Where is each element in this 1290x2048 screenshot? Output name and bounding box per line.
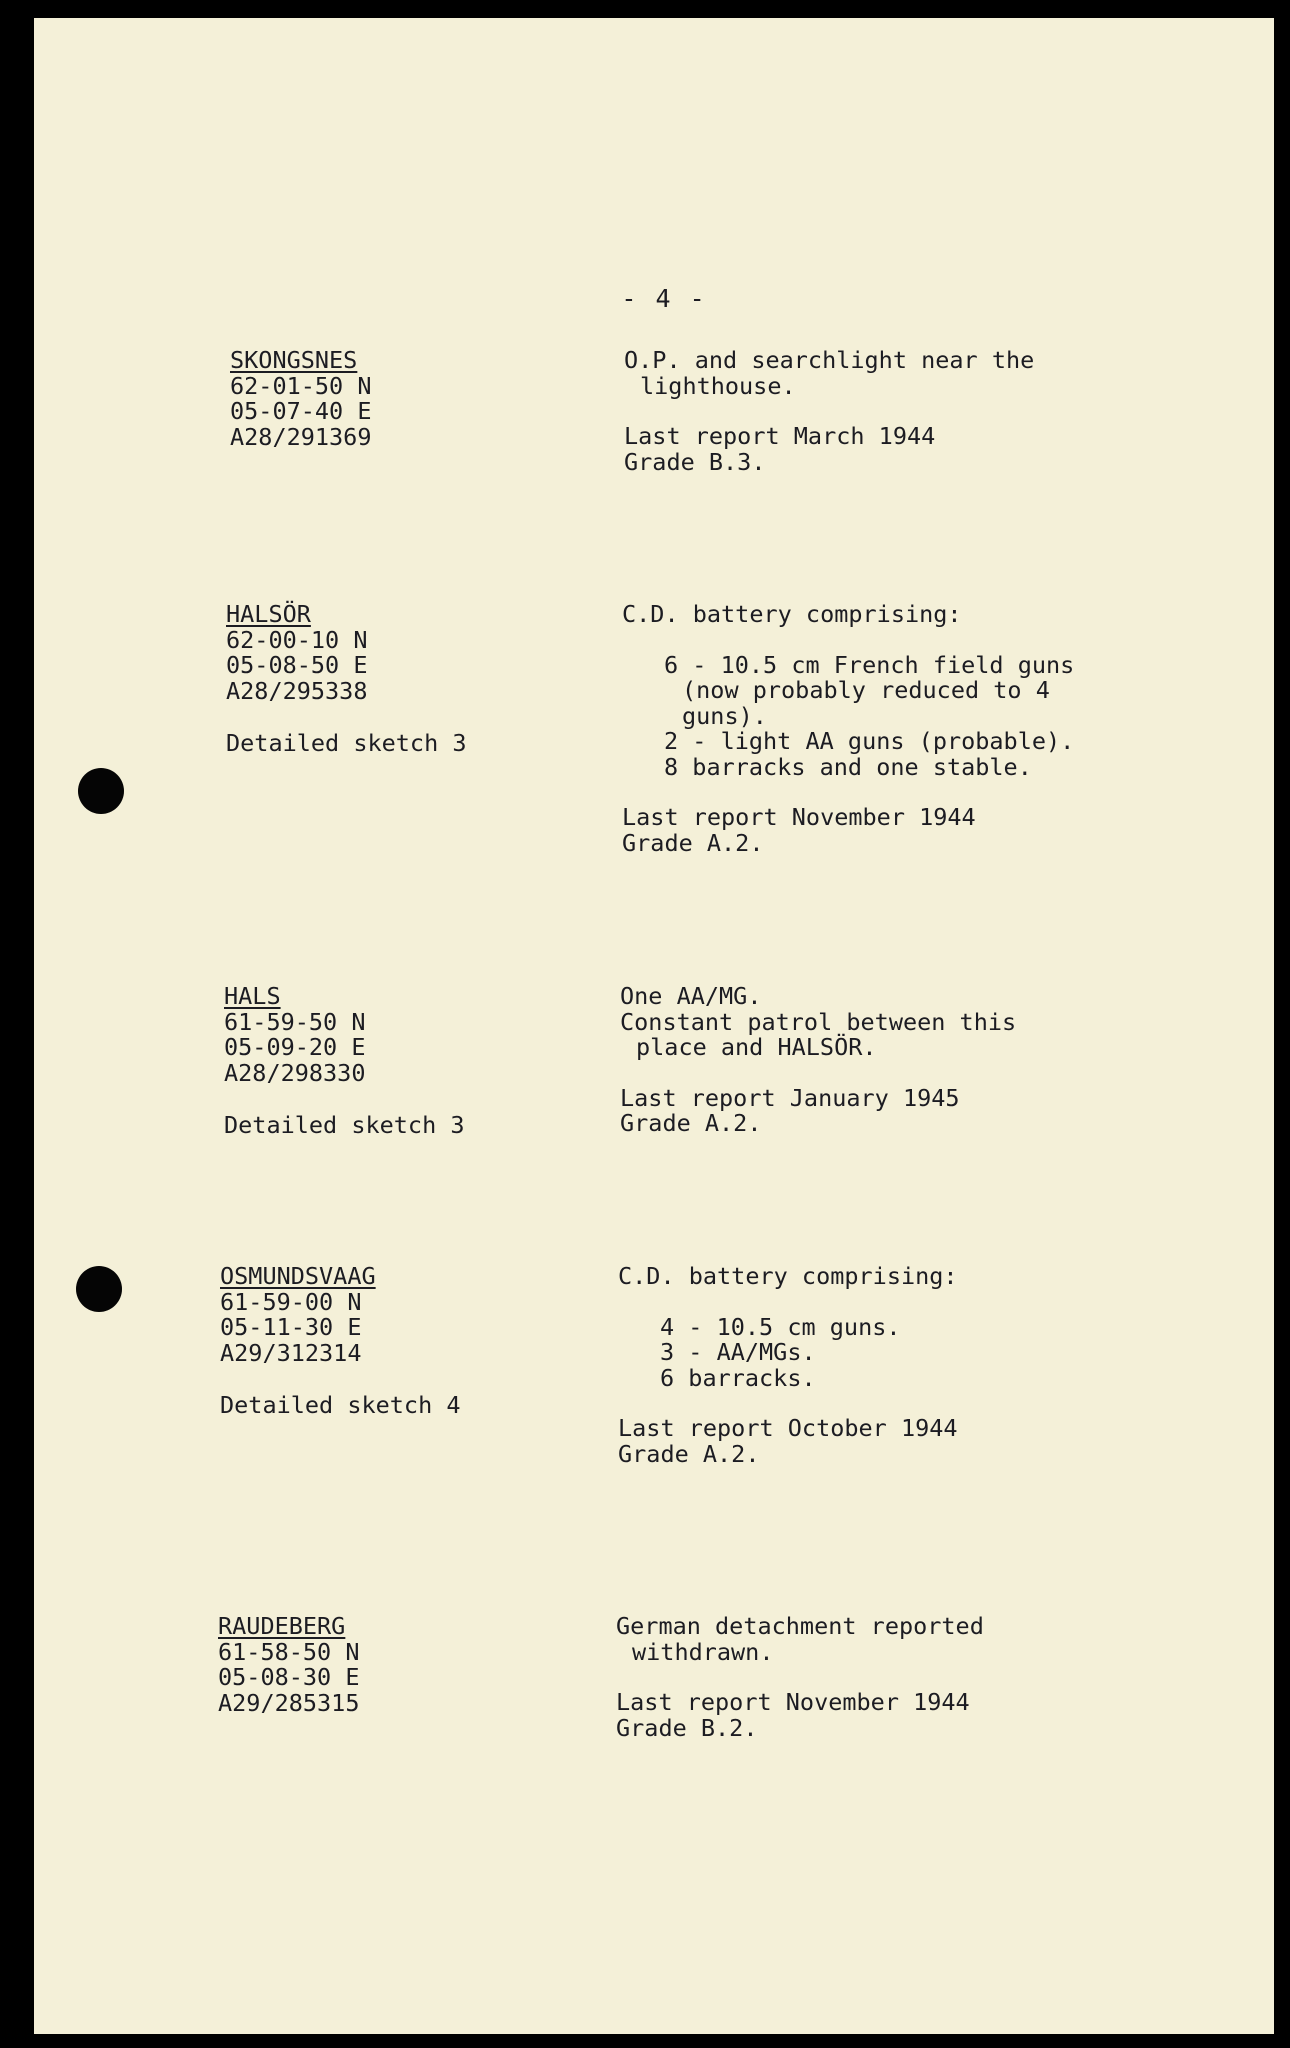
list-item: 8 barracks and one stable. bbox=[664, 752, 1032, 781]
grid-reference: A29/312314 bbox=[220, 1338, 362, 1367]
list-item: 3 - AA/MGs. bbox=[660, 1338, 816, 1366]
place-name: HALS bbox=[224, 982, 281, 1010]
grid-reference: A28/291369 bbox=[230, 422, 372, 451]
place-name: RAUDEBERG bbox=[218, 1612, 346, 1640]
location-block bbox=[220, 1264, 550, 1419]
location-block bbox=[226, 602, 556, 757]
latitude: 61-59-50 N bbox=[224, 1007, 366, 1036]
grade: Grade A.2. bbox=[618, 1439, 760, 1468]
list-item: 4 - 10.5 cm guns. bbox=[660, 1312, 901, 1341]
last-report: Last report January 1945 bbox=[620, 1083, 960, 1112]
description-line: German detachment reported bbox=[616, 1612, 984, 1640]
page-number: - 4 - bbox=[621, 284, 707, 313]
location-block bbox=[224, 984, 554, 1139]
latitude: 62-01-50 N bbox=[230, 371, 372, 400]
grade: Grade A.2. bbox=[622, 828, 764, 857]
description-line: O.P. and searchlight near the bbox=[624, 346, 1035, 374]
description-line: place and HALSÖR. bbox=[636, 1033, 877, 1061]
description-block bbox=[622, 602, 1242, 856]
latitude: 61-58-50 N bbox=[218, 1637, 360, 1666]
last-report: Last report November 1944 bbox=[616, 1688, 970, 1716]
description-line: One AA/MG. bbox=[620, 982, 762, 1010]
grid-reference: A29/285315 bbox=[218, 1688, 360, 1717]
last-report: Last report October 1944 bbox=[618, 1414, 958, 1442]
list-item: guns). bbox=[682, 701, 767, 730]
description-line: Constant patrol between this bbox=[620, 1007, 1017, 1036]
sketch-reference: Detailed sketch 3 bbox=[226, 729, 467, 757]
grade: Grade B.2. bbox=[616, 1713, 758, 1742]
description-line: C.D. battery comprising: bbox=[618, 1262, 958, 1290]
last-report: Last report March 1944 bbox=[624, 422, 936, 450]
grid-reference: A28/298330 bbox=[224, 1058, 366, 1087]
location-block bbox=[218, 1614, 548, 1716]
place-name: HALSÖR bbox=[226, 600, 311, 628]
description-line: C.D. battery comprising: bbox=[622, 600, 962, 628]
punch-hole bbox=[76, 1266, 122, 1312]
grade: Grade A.2. bbox=[620, 1109, 762, 1137]
sketch-reference: Detailed sketch 4 bbox=[220, 1391, 461, 1419]
longitude: 05-08-30 E bbox=[218, 1663, 360, 1691]
list-item: 2 - light AA guns (probable). bbox=[664, 727, 1075, 755]
latitude: 61-59-00 N bbox=[220, 1287, 362, 1316]
place-name: OSMUNDSVAAG bbox=[220, 1262, 376, 1290]
last-report: Last report November 1944 bbox=[622, 803, 976, 831]
description-line: lighthouse. bbox=[640, 371, 796, 400]
list-item: 6 barracks. bbox=[660, 1363, 816, 1392]
longitude: 05-09-20 E bbox=[224, 1033, 366, 1061]
document-page bbox=[34, 18, 1274, 2034]
list-item: 6 - 10.5 cm French field guns bbox=[664, 650, 1075, 679]
description-block bbox=[624, 348, 1244, 475]
longitude: 05-08-50 E bbox=[226, 651, 368, 679]
location-block bbox=[230, 348, 560, 450]
latitude: 62-00-10 N bbox=[226, 625, 368, 654]
description-block bbox=[618, 1264, 1238, 1467]
list-item: (now probably reduced to 4 bbox=[682, 676, 1050, 704]
longitude: 05-11-30 E bbox=[220, 1313, 362, 1341]
grid-reference: A28/295338 bbox=[226, 676, 368, 705]
longitude: 05-07-40 E bbox=[230, 397, 372, 425]
description-block bbox=[620, 984, 1240, 1137]
grade: Grade B.3. bbox=[624, 447, 766, 476]
punch-hole bbox=[78, 768, 124, 814]
description-line: withdrawn. bbox=[632, 1637, 774, 1666]
description-block bbox=[616, 1614, 1236, 1741]
sketch-reference: Detailed sketch 3 bbox=[224, 1111, 465, 1139]
place-name: SKONGSNES bbox=[230, 346, 358, 374]
